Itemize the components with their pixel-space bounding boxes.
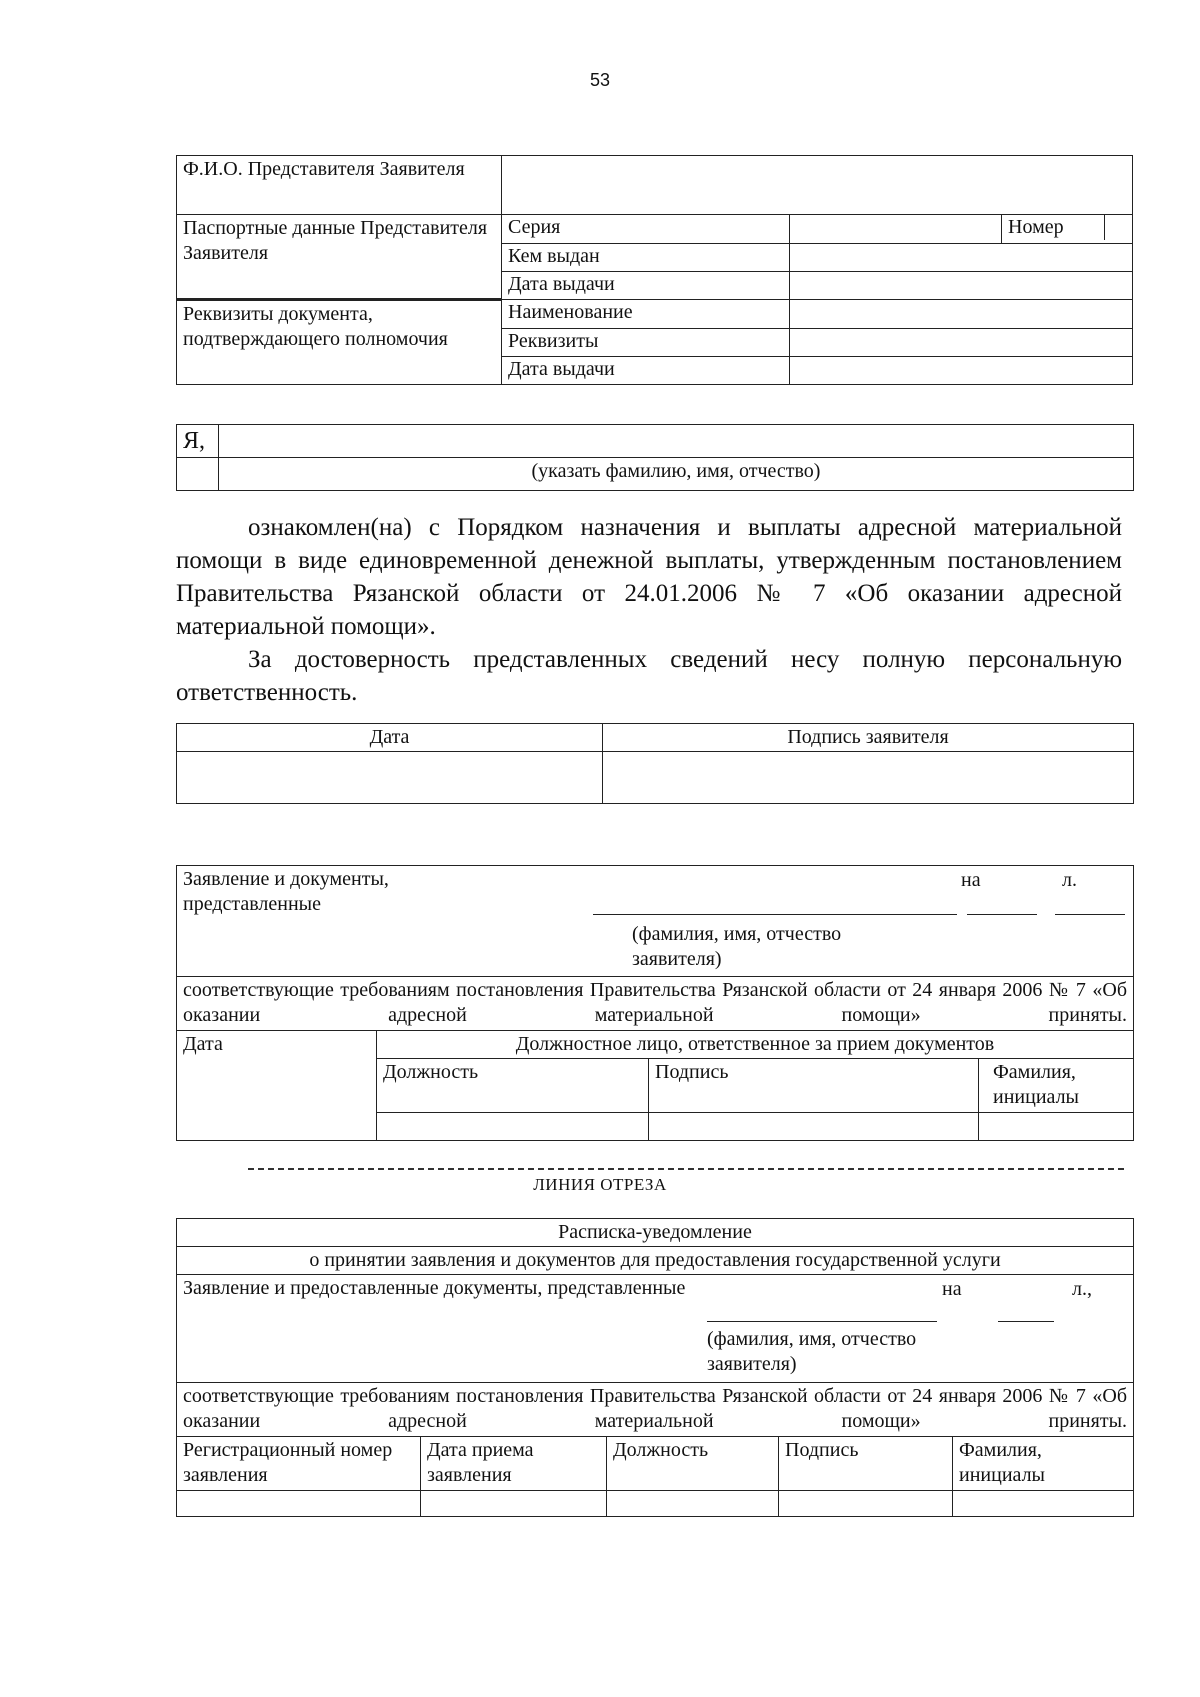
acceptance-name-hint: (фамилия, имя, отчество заявителя)	[632, 923, 842, 970]
issue-date-label: Дата выдачи	[502, 272, 790, 300]
acceptance-sheets-label: л.	[1062, 869, 1077, 891]
receipt-sheets-label: л.,	[1072, 1278, 1092, 1300]
series-label: Серия	[502, 215, 790, 244]
receipt-reg-number-label: Регистрационный номер заявления	[177, 1437, 421, 1491]
number-cell	[1002, 215, 1133, 244]
acceptance-surname-label: Фамилия, инициалы	[979, 1059, 1134, 1113]
signature-table	[176, 723, 1134, 804]
authority-doc-label: Реквизиты документа, подтверждающего полномочия	[177, 300, 502, 385]
receipt-signature-label: Подпись	[779, 1437, 953, 1491]
receipt-docs-label: Заявление и предоставленные документы, представленные	[183, 1277, 686, 1299]
acceptance-signature-label: Подпись	[649, 1059, 979, 1113]
declarant-name-hint: (указать фамилию, имя, отчество)	[219, 458, 1134, 491]
doc-date-field[interactable]	[790, 357, 1133, 385]
passport-label: Паспортные данные Представителя Заявителя	[177, 215, 502, 300]
representative-fio-label: Ф.И.О. Представителя Заявителя	[177, 156, 502, 215]
doc-date-label: Дата выдачи	[502, 357, 790, 385]
acceptance-header-cell	[177, 866, 1134, 977]
acceptance-signature-field[interactable]	[649, 1113, 979, 1141]
representative-table	[176, 155, 1133, 385]
acceptance-docs-label: Заявление и документы, представленные	[183, 868, 389, 915]
receipt-subtitle: о принятии заявления и документов для предоставления государственной услуги	[177, 1247, 1134, 1275]
acceptance-name-line[interactable]	[593, 894, 957, 915]
date-header: Дата	[177, 724, 603, 752]
acceptance-position-field[interactable]	[377, 1113, 649, 1141]
receipt-position-label: Должность	[607, 1437, 779, 1491]
declaration-paragraph: ознакомлен(на) с Порядком назначения и выплаты адресной материальной помощи в виде единовременной денежной выплаты, утвержденным постановлением Правительства Рязанской области от 24.01.2006 № 7 «Об оказании адресной материальной помощи».	[176, 514, 1122, 640]
signature-field[interactable]	[603, 752, 1134, 804]
doc-name-field[interactable]	[790, 300, 1133, 329]
signature-header: Подпись заявителя	[603, 724, 1134, 752]
acceptance-surname-field[interactable]	[979, 1113, 1134, 1141]
receipt-reg-number-field[interactable]	[177, 1491, 421, 1517]
receipt-header-cell	[177, 1275, 1134, 1383]
doc-details-label: Реквизиты	[502, 329, 790, 357]
doc-details-field[interactable]	[790, 329, 1133, 357]
acceptance-sheets-count-line[interactable]	[1055, 894, 1125, 915]
i-label: Я,	[177, 425, 219, 458]
acceptance-sheets-line[interactable]	[967, 894, 1037, 915]
receipt-title: Расписка-уведомление	[177, 1219, 1134, 1247]
issued-by-field[interactable]	[790, 244, 1133, 272]
receipt-conformity-text: соответствующие требованиям постановления Правительства Рязанской области от 24 января 2006 № 7 «Об оказании адресной материальной помощи» приняты.	[177, 1383, 1134, 1437]
acceptance-date-label: Дата	[177, 1031, 377, 1141]
cut-line-label: ЛИНИЯ ОТРЕЗА	[533, 1175, 667, 1194]
receipt-signature-field[interactable]	[779, 1491, 953, 1517]
page-number: 53	[589, 70, 611, 90]
acceptance-official-label: Должностное лицо, ответственное за прием документов	[377, 1031, 1134, 1059]
receipt-sheets-line[interactable]	[998, 1303, 1054, 1322]
receipt-table	[176, 1218, 1134, 1517]
receipt-surname-field[interactable]	[953, 1491, 1134, 1517]
representative-fio-field[interactable]	[502, 156, 1133, 215]
responsibility-paragraph: За достоверность представленных сведений несу полную персональную ответственность.	[176, 646, 1122, 706]
cut-line	[248, 1168, 1124, 1170]
declarant-blank-cell	[177, 458, 219, 491]
doc-name-label: Наименование	[502, 300, 790, 329]
declarant-name-field[interactable]	[219, 425, 1134, 458]
acceptance-position-label: Должность	[377, 1059, 649, 1113]
acceptance-conformity-text: соответствующие требованиям постановления Правительства Рязанской области от 24 января 2006 № 7 «Об оказании адресной материальной помощи» приняты.	[177, 977, 1134, 1031]
receipt-position-field[interactable]	[607, 1491, 779, 1517]
receipt-name-line[interactable]	[707, 1303, 937, 1322]
declarant-name-table	[176, 424, 1134, 491]
number-label: Номер	[1002, 215, 1105, 240]
receipt-name-hint: (фамилия, имя, отчество заявителя)	[707, 1328, 917, 1375]
issue-date-field[interactable]	[790, 272, 1133, 300]
date-field[interactable]	[177, 752, 603, 804]
acceptance-table	[176, 865, 1134, 1141]
issued-by-label: Кем выдан	[502, 244, 790, 272]
receipt-surname-label: Фамилия, инициалы	[953, 1437, 1134, 1491]
receipt-date-field[interactable]	[421, 1491, 607, 1517]
receipt-date-label: Дата приема заявления	[421, 1437, 607, 1491]
receipt-on-label: на	[942, 1278, 962, 1300]
acceptance-on-label: на	[961, 869, 981, 891]
series-field[interactable]	[790, 215, 1002, 244]
